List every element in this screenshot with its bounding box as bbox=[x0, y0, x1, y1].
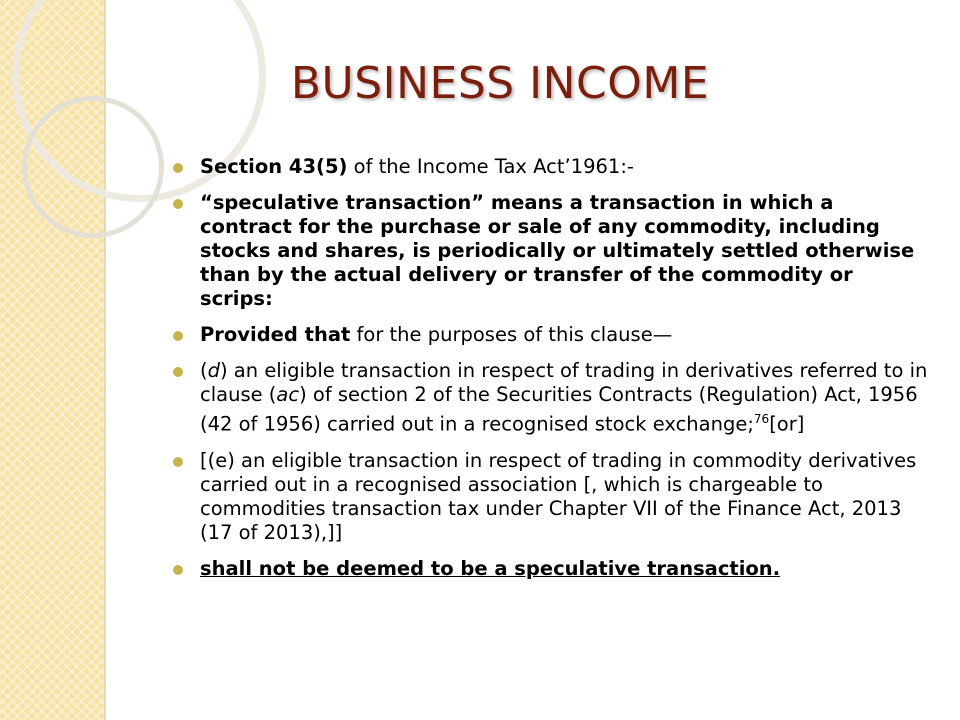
footnote-marker: 76 bbox=[753, 412, 770, 426]
clause-d-open: ( bbox=[200, 359, 208, 382]
bullet-section-43-5 bbox=[170, 155, 930, 179]
bullet-definition bbox=[170, 191, 930, 311]
bullet-clause-d bbox=[170, 359, 930, 437]
clause-d-text-cont: ) of section 2 of the Securities Contracts (Regulation) Act, 1956 (42 of 1956) carried out in a recognised stock exchange; bbox=[200, 383, 918, 436]
slide-title: BUSINESS INCOME bbox=[290, 58, 710, 109]
decorative-ring-small bbox=[22, 96, 164, 238]
clause-d-text: ) an eligible transaction in respect of trading in derivatives referred to in clause ( bbox=[200, 359, 928, 406]
bullet-list bbox=[170, 155, 930, 581]
proviso-text: for the purposes of this clause— bbox=[350, 323, 673, 346]
clause-d-or: [or] bbox=[769, 412, 805, 436]
act-reference: of the Income Tax Act’1961:- bbox=[347, 155, 634, 178]
conclusion-text: shall not be deemed to be a speculative transaction. bbox=[200, 556, 781, 580]
slide-body bbox=[170, 155, 930, 593]
bullet-proviso bbox=[170, 323, 930, 347]
clause-e-text: [(e) an eligible transaction in respect of trading in commodity derivatives carried out in a recognised association [, which is chargeable to commodities transaction tax under Chapter VII of the Finance Act, 2013 (17 of 2013),]] bbox=[200, 448, 917, 544]
clause-d-letter: d bbox=[207, 359, 220, 382]
clause-ac-letter: ac bbox=[276, 383, 300, 406]
bullet-clause-e bbox=[170, 449, 930, 545]
definition-text: “speculative transaction” means a transaction in which a contract for the purchase or sale of any commodity, including stocks and shares, is periodically or ultimately settled otherwise than by the actual delivery or transfer of the commodity or scrips: bbox=[200, 191, 915, 310]
bullet-conclusion bbox=[170, 557, 930, 581]
proviso-lead: Provided that bbox=[200, 323, 351, 346]
section-reference: Section 43(5) bbox=[200, 155, 348, 178]
